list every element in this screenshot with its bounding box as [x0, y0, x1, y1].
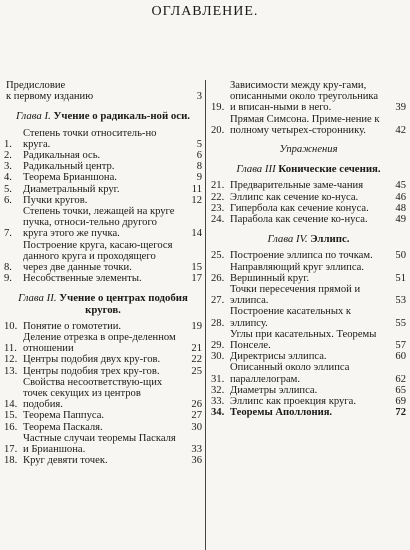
entry-title: Пучки кругов.: [23, 194, 88, 206]
entry-page: 62: [395, 373, 406, 385]
toc-entry: [4, 377, 202, 411]
entry-page: 69: [395, 396, 406, 408]
toc-entry: [4, 273, 202, 284]
entry-number: 22.: [211, 191, 225, 203]
chapter-2-entries: [4, 321, 202, 467]
entry-number: 34.: [211, 407, 225, 419]
entry-page: 11: [191, 183, 202, 195]
entry-number: 18.: [4, 455, 18, 467]
entry-title: Построение эллипса по точкам.: [230, 250, 373, 262]
toc-entry: [211, 250, 406, 261]
entry-number: 5.: [4, 183, 12, 195]
entry-title: Направляющий круг эллипса. Вершинный круг.: [230, 261, 365, 284]
entry-title: Диаметральный круг.: [23, 183, 120, 195]
toc-entry: [211, 80, 406, 114]
entry-number: 27.: [211, 295, 225, 307]
entry-number: 19.: [211, 102, 225, 114]
entry-title: Описанный около эллипса параллелограм.: [230, 362, 350, 385]
chapter-4-entries: [211, 250, 406, 418]
entry-number: 26.: [211, 272, 225, 284]
chapter-2-heading: [4, 293, 202, 315]
toc-entry: [4, 172, 202, 183]
entry-page: 14: [191, 228, 202, 240]
toc-entry: [211, 306, 406, 328]
right-column: [211, 80, 406, 418]
entry-title: Эллипс как проекция круга.: [230, 396, 356, 408]
entry-number: 12.: [4, 354, 18, 366]
toc-entry: [4, 195, 202, 206]
entry-title: Прямая Симсона. Приме-нение к полному четырех-стороннику.: [230, 113, 380, 136]
entry-number: 8.: [4, 262, 12, 274]
entry-page: 26: [191, 399, 202, 411]
entry-page: 5: [196, 138, 202, 150]
page-title: ОГЛАВЛЕНИЕ.: [151, 4, 259, 19]
entry-title: Диаметры эллипса.: [230, 384, 318, 396]
toc-entry: [211, 203, 406, 214]
entry-title: Углы при касательных. Теоремы Понселе.: [230, 328, 377, 352]
toc-entry: [4, 410, 202, 421]
toc-entry: [211, 284, 406, 306]
chapter-3-entries: [211, 180, 406, 225]
entry-number: 23.: [211, 202, 225, 214]
entry-title: Понятие о гомотетии.: [23, 320, 122, 332]
toc-entry: [211, 192, 406, 203]
entry-page: 27: [191, 410, 202, 422]
chapter-3-name: Конические сечения.: [278, 163, 381, 176]
entry-page: 39: [395, 102, 406, 114]
entry-page: 17: [191, 273, 202, 285]
continued-entries: [211, 80, 406, 136]
entry-title: Несобственные элементы.: [23, 273, 142, 285]
entry-page: 46: [395, 191, 406, 203]
entry-number: 29.: [211, 340, 225, 352]
toc-entry: [4, 240, 202, 274]
entry-number: 7.: [4, 228, 12, 240]
entry-number: 28.: [211, 317, 225, 329]
entry-number: 1.: [4, 138, 12, 150]
chapter-3-heading: [211, 164, 406, 175]
entry-page: 12: [191, 194, 202, 206]
entry-title: Частные случаи теоремы Паскаля и Брианшона.: [23, 432, 176, 456]
toc-entry: [4, 150, 202, 161]
entry-page: 33: [191, 444, 202, 456]
entry-number: 10.: [4, 320, 18, 332]
entry-title: Гипербола как сечение конуса.: [230, 202, 369, 214]
toc-entry: [4, 455, 202, 466]
entry-page: 55: [395, 317, 406, 329]
toc-entry: [4, 366, 202, 377]
toc-entry: [211, 114, 406, 136]
entry-number: 11.: [4, 343, 17, 355]
entry-page: 15: [191, 262, 202, 274]
entry-page: 8: [196, 161, 202, 173]
chapter-2-name: Учение о центрах подобия кругов.: [59, 292, 188, 316]
entry-title: Теорема Паппуса.: [23, 410, 105, 422]
entry-title: Директрисы эллипса.: [230, 351, 327, 363]
entry-number: 13.: [4, 365, 18, 377]
entry-number: 3.: [4, 161, 12, 173]
entry-title: Предварительные заме-чания: [230, 180, 364, 192]
entry-page: 51: [395, 272, 406, 284]
entry-page: 42: [395, 124, 406, 136]
entry-page: 6: [196, 150, 202, 162]
entry-title: Теорема Паскаля.: [23, 421, 103, 433]
toc-entry: [4, 321, 202, 332]
entry-number: 17.: [4, 444, 18, 456]
chapter-4-name: Эллипс.: [310, 233, 350, 246]
toc-entry: [4, 422, 202, 433]
entry-number: 25.: [211, 250, 225, 262]
entry-number: 32.: [211, 384, 225, 396]
entry-number: 33.: [211, 396, 225, 408]
left-column: [4, 80, 202, 467]
toc-entry: [211, 180, 406, 191]
entry-number: 21.: [211, 180, 225, 192]
entry-page: 19: [191, 320, 202, 332]
toc-entry: [211, 385, 406, 396]
entry-number: 30.: [211, 351, 225, 363]
preface-entry: [4, 80, 202, 102]
entry-title: Радикальный центр.: [23, 161, 115, 173]
column-divider: [205, 80, 206, 550]
toc-entry: [4, 332, 202, 354]
toc-entry: [211, 329, 406, 351]
entry-title: Круг девяти точек.: [23, 455, 108, 467]
entry-page: 48: [395, 202, 406, 214]
toc-entry: [211, 262, 406, 284]
preface-subtitle: к первому изданию: [6, 91, 94, 103]
toc-entry: [4, 128, 202, 150]
entry-page: 21: [191, 343, 202, 355]
toc-entry: [4, 433, 202, 455]
chapter-1-entries: [4, 128, 202, 285]
entry-page: 36: [191, 455, 202, 467]
entry-page: 22: [191, 354, 202, 366]
chapter-1-heading: [4, 111, 202, 122]
entry-title: Парабола как сечение ко-нуса.: [230, 214, 368, 226]
entry-number: 4.: [4, 172, 12, 184]
entry-title: Теоремы Аполлония.: [230, 407, 333, 419]
entry-page: 53: [395, 295, 406, 307]
entry-title: Теорема Брианшона.: [23, 172, 117, 184]
entry-page: 49: [395, 214, 406, 226]
toc-entry: [4, 206, 202, 240]
entry-page: 65: [395, 384, 406, 396]
toc-entry: [211, 407, 406, 418]
entry-number: 2.: [4, 150, 12, 162]
chapter-2-label: Глава II.: [18, 292, 57, 305]
entry-title: Точки пересечения прямой и эллипса.: [230, 284, 361, 307]
entry-page: 57: [395, 340, 406, 352]
entry-title: Свойства несоответствую-щих точек секущих из центров подобия.: [23, 376, 163, 411]
entry-title: Радикальная ось.: [23, 150, 101, 162]
toc-entry: [4, 354, 202, 365]
entry-page: 9: [196, 172, 202, 184]
preface-title: Предисловие: [6, 80, 66, 91]
entry-page: 30: [191, 421, 202, 433]
chapter-4-heading: [211, 234, 406, 245]
toc-entry: [4, 161, 202, 172]
entry-page: 25: [191, 365, 202, 377]
preface-page: 3: [196, 91, 202, 103]
entry-number: 20.: [211, 124, 225, 136]
entry-number: 16.: [4, 421, 18, 433]
entry-page: 45: [395, 180, 406, 192]
toc-entry: [211, 396, 406, 407]
chapter-1-label: Глава I.: [15, 110, 51, 123]
chapter-4-label: Глава IV.: [267, 233, 308, 246]
toc-entry: [4, 184, 202, 195]
entry-number: 31.: [211, 373, 225, 385]
toc-entry: [211, 351, 406, 362]
entry-title: Степень точки, лежащей на круге пучка, относи-тельно другого круга этого же пучка.: [23, 206, 175, 240]
chapter-1-name: Учение о радикаль-ной оси.: [53, 110, 190, 123]
entry-title: Центры подобия двух кру-гов.: [23, 354, 161, 366]
entry-title: Зависимости между кру-гами, описанными около треугольника и вписан-ными в него.: [230, 80, 379, 114]
entry-number: 6.: [4, 194, 12, 206]
entry-page: 72: [395, 407, 406, 419]
entry-number: 9.: [4, 273, 12, 285]
chapter-3-label: Глава III: [236, 163, 276, 176]
entry-title: Эллипс как сечение ко-нуса.: [230, 191, 359, 203]
entry-page: 50: [395, 250, 406, 262]
toc-entry: [211, 214, 406, 225]
entry-number: 14.: [4, 399, 18, 411]
entry-title: Деление отрезка в опре-деленном отношении: [23, 332, 176, 355]
entry-title: Построение касательных к эллипсу.: [230, 306, 352, 329]
entry-page: 60: [395, 351, 406, 363]
entry-title: Построение круга, касаю-щегося данного круга и проходящего через две данные точки.: [23, 239, 173, 274]
entry-title: Центры подобия трех кру-гов.: [23, 365, 160, 377]
entry-number: 24.: [211, 214, 225, 226]
toc-entry: [211, 362, 406, 384]
exercises-heading: Упражнения: [279, 144, 338, 156]
entry-number: 15.: [4, 410, 18, 422]
entry-title: Степень точки относитель-но круга.: [23, 127, 157, 150]
